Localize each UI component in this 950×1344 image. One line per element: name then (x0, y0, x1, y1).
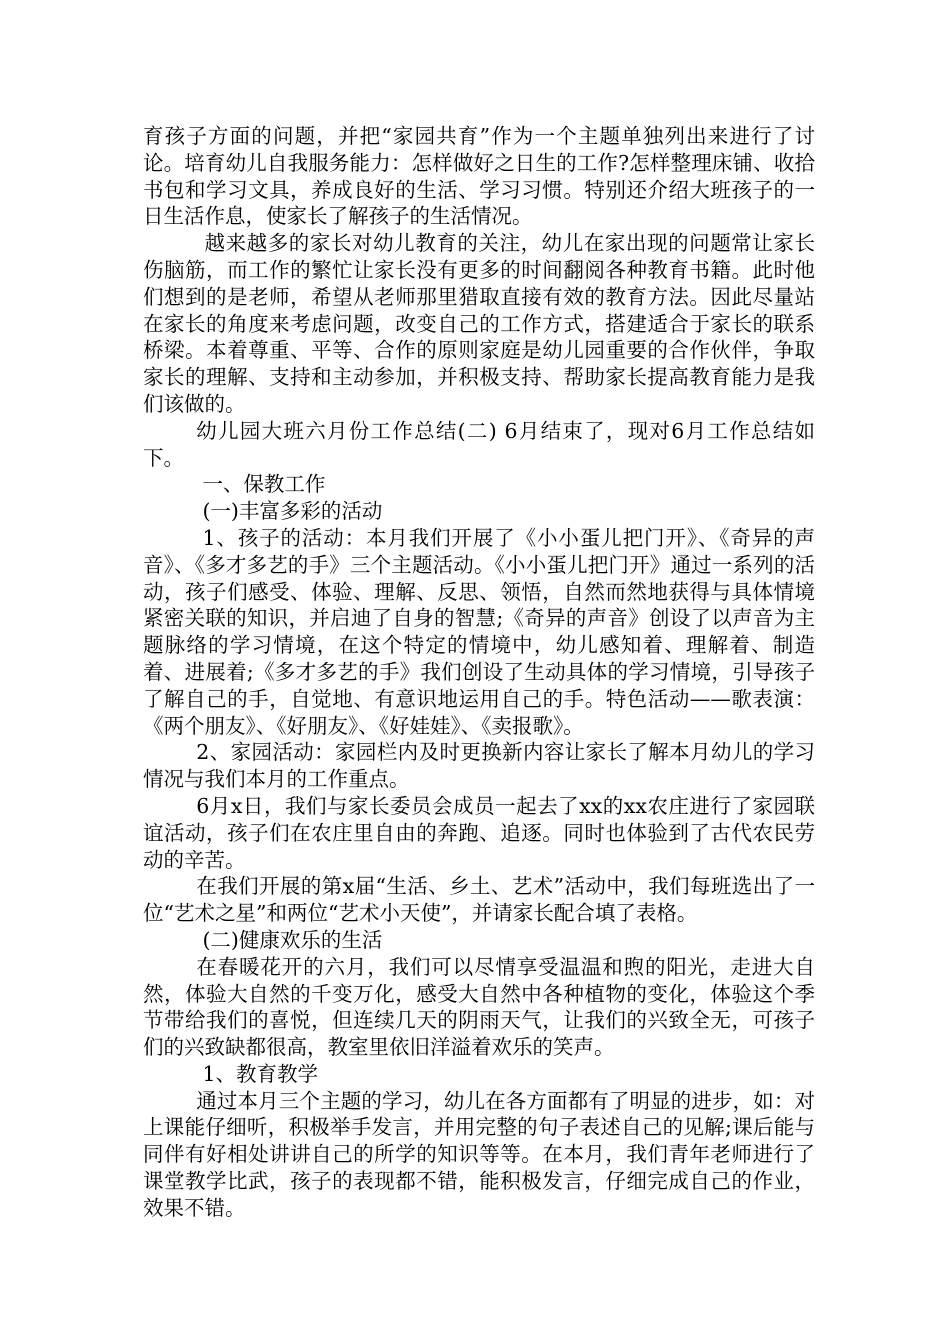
document-page (143, 123, 815, 1222)
heading-care-education: 一、保教工作 (202, 472, 326, 497)
paragraph-art-event: 在我们开展的第x届“生活、乡土、艺术”活动中，我们每班选出了一位“艺术之星”和两位“艺术小天使”，并请家长配合填了表格。 (143, 874, 815, 926)
paragraph-children-activities: 1、孩子的活动：本月我们开展了《小小蛋儿把门开》、《奇异的声音》、《多才多艺的手》三个主题活动。《小小蛋儿把门开》通过一系列的活动，孩子们感受、体验、理解、反思、领悟，自然而然地获得与具体情境紧密关联的知识，并启迪了自身的智慧;《奇异的声音》创设了以声音为主题脉络的学习情境，在这个特定的情境中，幼儿感知着、理解着、制造着、进展着;《多才多艺的手》我们创设了生动具体的学习情境，引导孩子了解自己的手，自觉地、有意识地运用自己的手。特色活动——歌表演：《两个朋友》、《好朋友》、《好娃娃》、《卖报歌》。 (143, 525, 815, 738)
paragraph-home-cooperation: 育孩子方面的问题，并把“家园共育”作为一个主题单独列出来进行了讨论。培育幼儿自我服务能力：怎样做好之日生的工作?怎样整理床铺、收拾书包和学习文具，养成良好的生活、学习习惯。特别还介绍大班孩子的一日生活作息，使家长了解孩子的生活情况。 (143, 124, 815, 229)
paragraph-farm-visit: 6月x日，我们与家长委员会成员一起去了xx的xx农庄进行了家园联谊活动，孩子们在农庄里自由的奔跑、追逐。同时也体验到了古代农民劳动的辛苦。 (143, 793, 815, 872)
heading-teaching: 1、教育教学 (202, 1061, 318, 1086)
heading-rich-activities: (一)丰富多彩的活动 (202, 499, 383, 524)
paragraph-parent-concern: 越来越多的家长对幼儿教育的关注，幼儿在家出现的问题常让家长伤脑筋，而工作的繁忙让家长没有更多的时间翻阅各种教育书籍。此时他们想到的是老师，希望从老师那里猎取直接有效的教育方法。因此尽量站在家长的角度来考虑问题，改变自己的工作方式，搭建适合于家长的联系桥梁。本着尊重、平等、合作的原则家庭是幼儿园重要的合作伙伴，争取家长的理解、支持和主动参加，并积极支持、帮助家长提高教育能力是我们该做的。 (143, 231, 815, 416)
paragraph-home-activities: 2、家园活动：家园栏内及时更换新内容让家长了解本月幼儿的学习情况与我们本月的工作重点。 (143, 740, 815, 792)
paragraph-spring-june: 在春暖花开的六月，我们可以尽情享受温温和煦的阳光，走进大自然，体验大自然的千变万化，感受大自然中各种植物的变化，体验这个季节带给我们的喜悦，但连续几天的阴雨天气，让我们的兴致全无，可孩子们的兴致缺都很高，教室里依旧洋溢着欢乐的笑声。 (143, 954, 815, 1060)
paragraph-teaching-progress: 通过本月三个主题的学习，幼儿在各方面都有了明显的进步，如：对上课能仔细听，积极举手发言，并用完整的句子表述自己的见解;课后能与同伴有好相处讲讲自己的所学的知识等等。在本月，我们青年老师进行了课堂教学比武，孩子的表现都不错，能积极发言，仔细完成自己的作业，效果不错。 (143, 1088, 815, 1220)
paragraph-summary-intro: 幼儿园大班六月份工作总结(二) 6月结束了，现对6月工作总结如下。 (143, 418, 815, 470)
heading-healthy-life: (二)健康欢乐的生活 (202, 927, 383, 952)
